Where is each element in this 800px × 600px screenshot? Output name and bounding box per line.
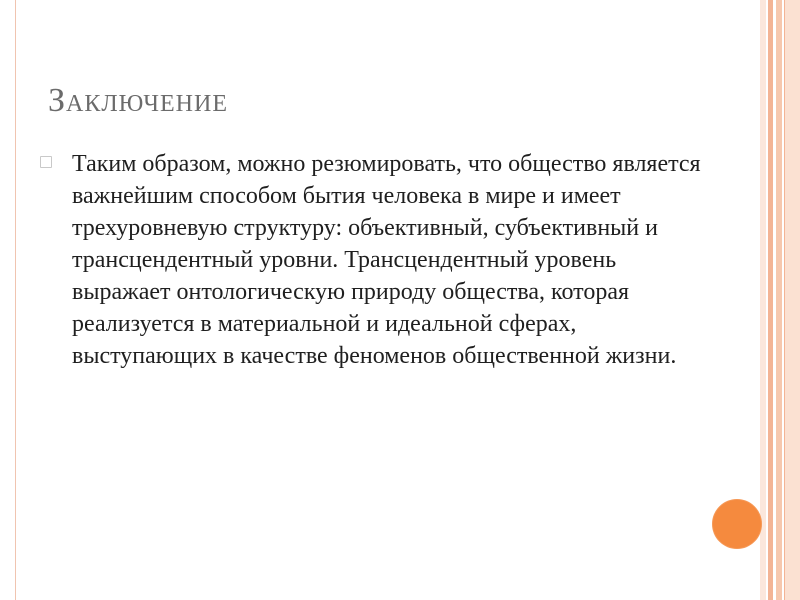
bullet-text: Таким образом, можно резюмировать, что общество является важнейшим способом бытия человека в мире и имеет трехуровневую структуру: объективный, субъективный и трансцендентный уровни. Трансцендентный уровень выражает онтологическую природу общества, которая реализуется в материальной и идеальной сферах, выступающих в качестве феноменов общественной жизни. xyxy=(72,151,701,369)
stripe xyxy=(784,0,800,600)
slide-content xyxy=(40,148,720,372)
right-stripes-decoration xyxy=(760,0,800,600)
orange-circle-icon xyxy=(712,499,762,549)
square-bullet-icon xyxy=(40,156,52,168)
bullet-item xyxy=(40,148,720,372)
left-border-decoration xyxy=(0,0,16,600)
slide-title: Заключение xyxy=(48,82,228,119)
